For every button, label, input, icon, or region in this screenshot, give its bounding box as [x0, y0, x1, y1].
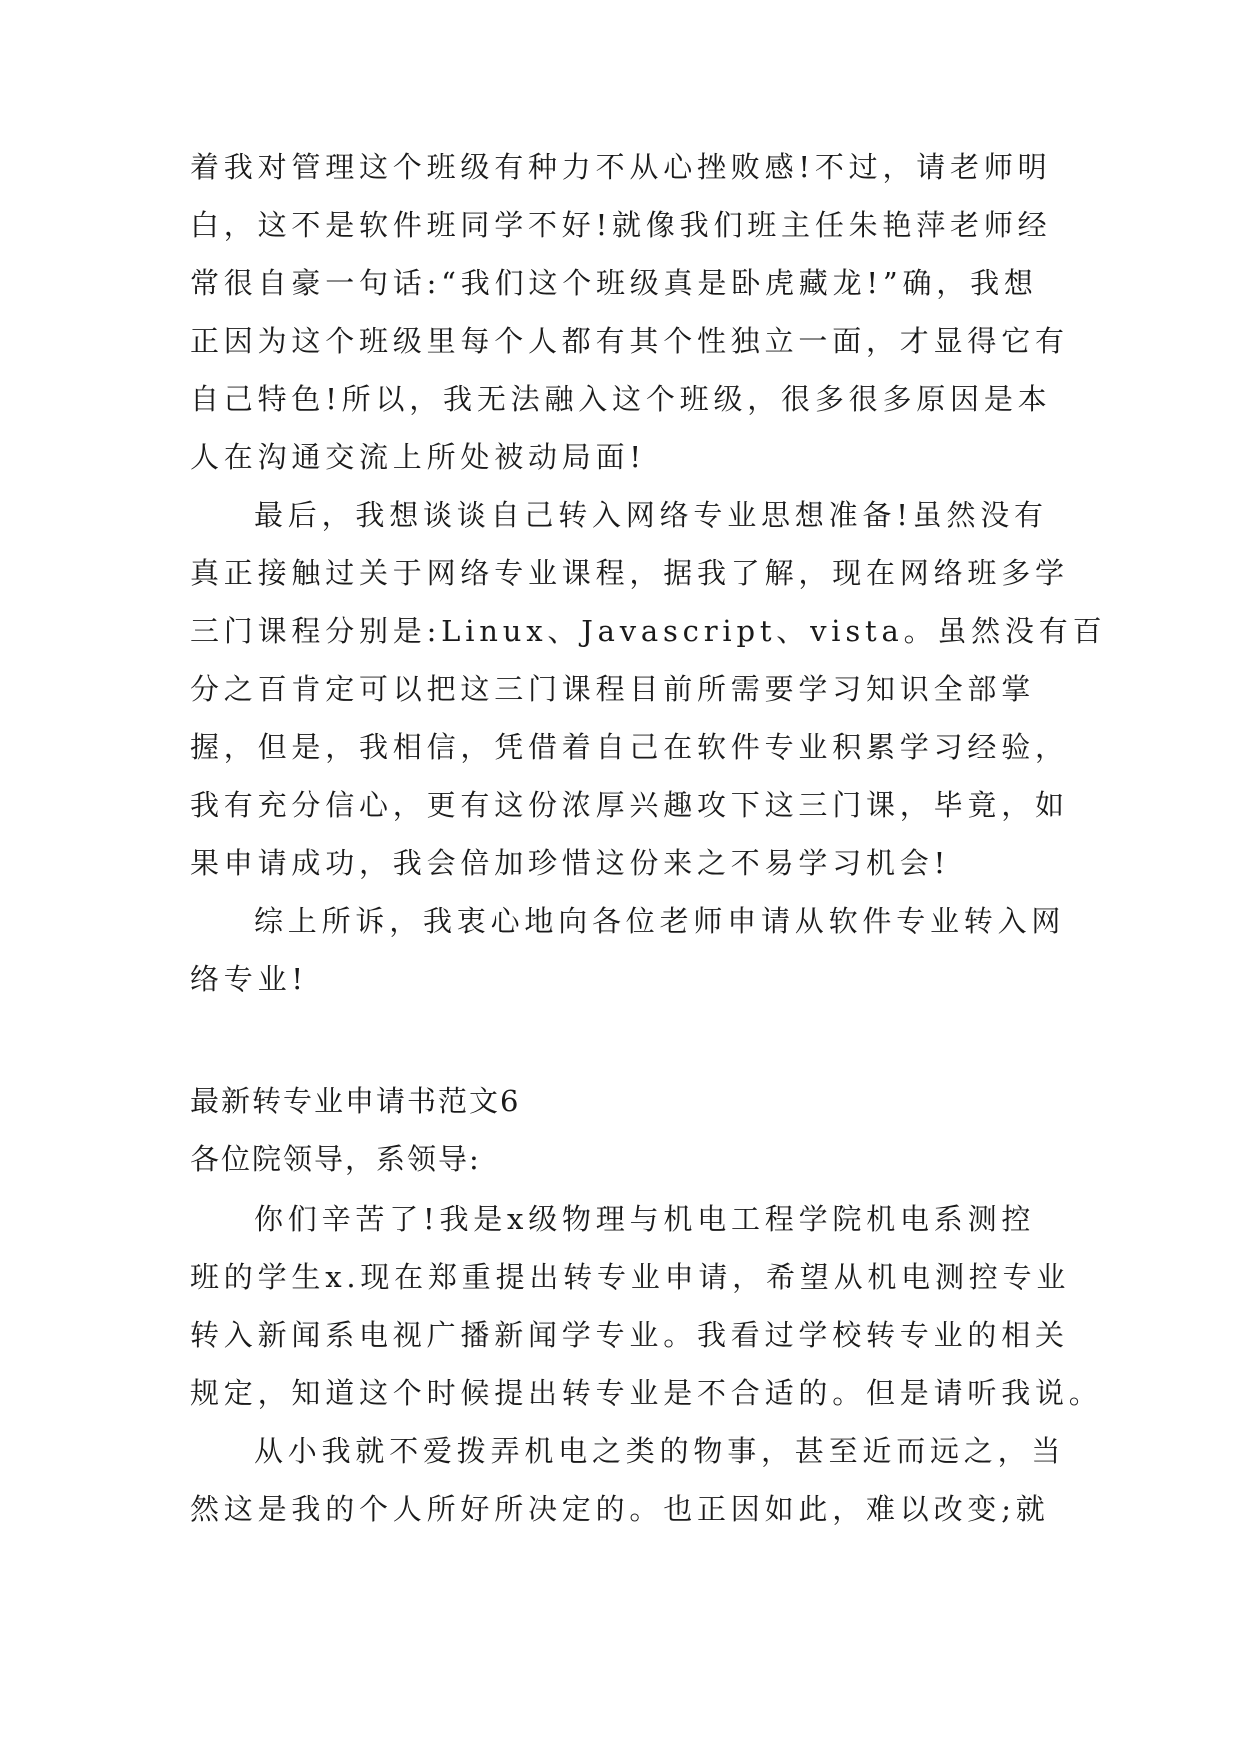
text-line: 正因为这个班级里每个人都有其个性独立一面，才显得它有: [190, 324, 1069, 358]
text-line: 分之百肯定可以把这三门课程目前所需要学习知识全部掌: [190, 672, 1036, 706]
paragraph-1: [190, 138, 1069, 486]
salutation: 各位院领导，系领导:: [190, 1142, 481, 1176]
paragraph-2: [190, 486, 1107, 892]
text-line: 然这是我的个人所好所决定的。也正因如此，难以改变;就: [190, 1492, 1050, 1526]
text-line: 果申请成功，我会倍加珍惜这份来之不易学习机会!: [190, 846, 951, 880]
text-line: 我有充分信心，更有这份浓厚兴趣攻下这三门课，毕竟，如: [190, 788, 1069, 822]
text-line: 常很自豪一句话:“我们这个班级真是卧虎藏龙!”确，我想: [190, 266, 1038, 300]
paragraph-4: [190, 1190, 1103, 1422]
text-line: 自己特色!所以，我无法融入这个班级，很多很多原因是本: [190, 382, 1052, 416]
text-line: 白，这不是软件班同学不好!就像我们班主任朱艳萍老师经: [190, 208, 1052, 242]
text-line: 转入新闻系电视广播新闻学专业。我看过学校转专业的相关: [190, 1318, 1069, 1352]
text-line: 着我对管理这个班级有种力不从心挫败感!不过，请老师明: [190, 150, 1052, 184]
text-line: 最后，我想谈谈自己转入网络专业思想准备!虽然没有: [254, 498, 1048, 532]
section-heading: 最新转专业申请书范文6: [190, 1084, 521, 1118]
paragraph-5: [190, 1422, 1066, 1538]
text-line: 真正接触过关于网络专业课程，据我了解，现在网络班多学: [190, 556, 1069, 590]
text-line: 综上所诉，我衷心地向各位老师申请从软件专业转入网: [254, 904, 1066, 938]
text-line: 从小我就不爱拨弄机电之类的物事，甚至近而远之，当: [254, 1434, 1066, 1468]
text-line: 握，但是，我相信，凭借着自己在软件专业积累学习经验，: [190, 730, 1069, 764]
text-line: 人在沟通交流上所处被动局面!: [190, 440, 646, 474]
text-line: 三门课程分别是:Linux、Javascript、vista。虽然没有百: [190, 614, 1107, 648]
text-line: 你们辛苦了!我是x级物理与机电工程学院机电系测控: [254, 1202, 1036, 1236]
text-line: 络专业!: [190, 962, 308, 996]
paragraph-3: [190, 892, 1066, 1008]
text-line: 规定，知道这个时候提出转专业是不合适的。但是请听我说。: [190, 1376, 1103, 1410]
text-line: 班的学生x.现在郑重提出转专业申请，希望从机电测控专业: [190, 1260, 1071, 1294]
section-heading-block: [190, 1072, 1060, 1188]
